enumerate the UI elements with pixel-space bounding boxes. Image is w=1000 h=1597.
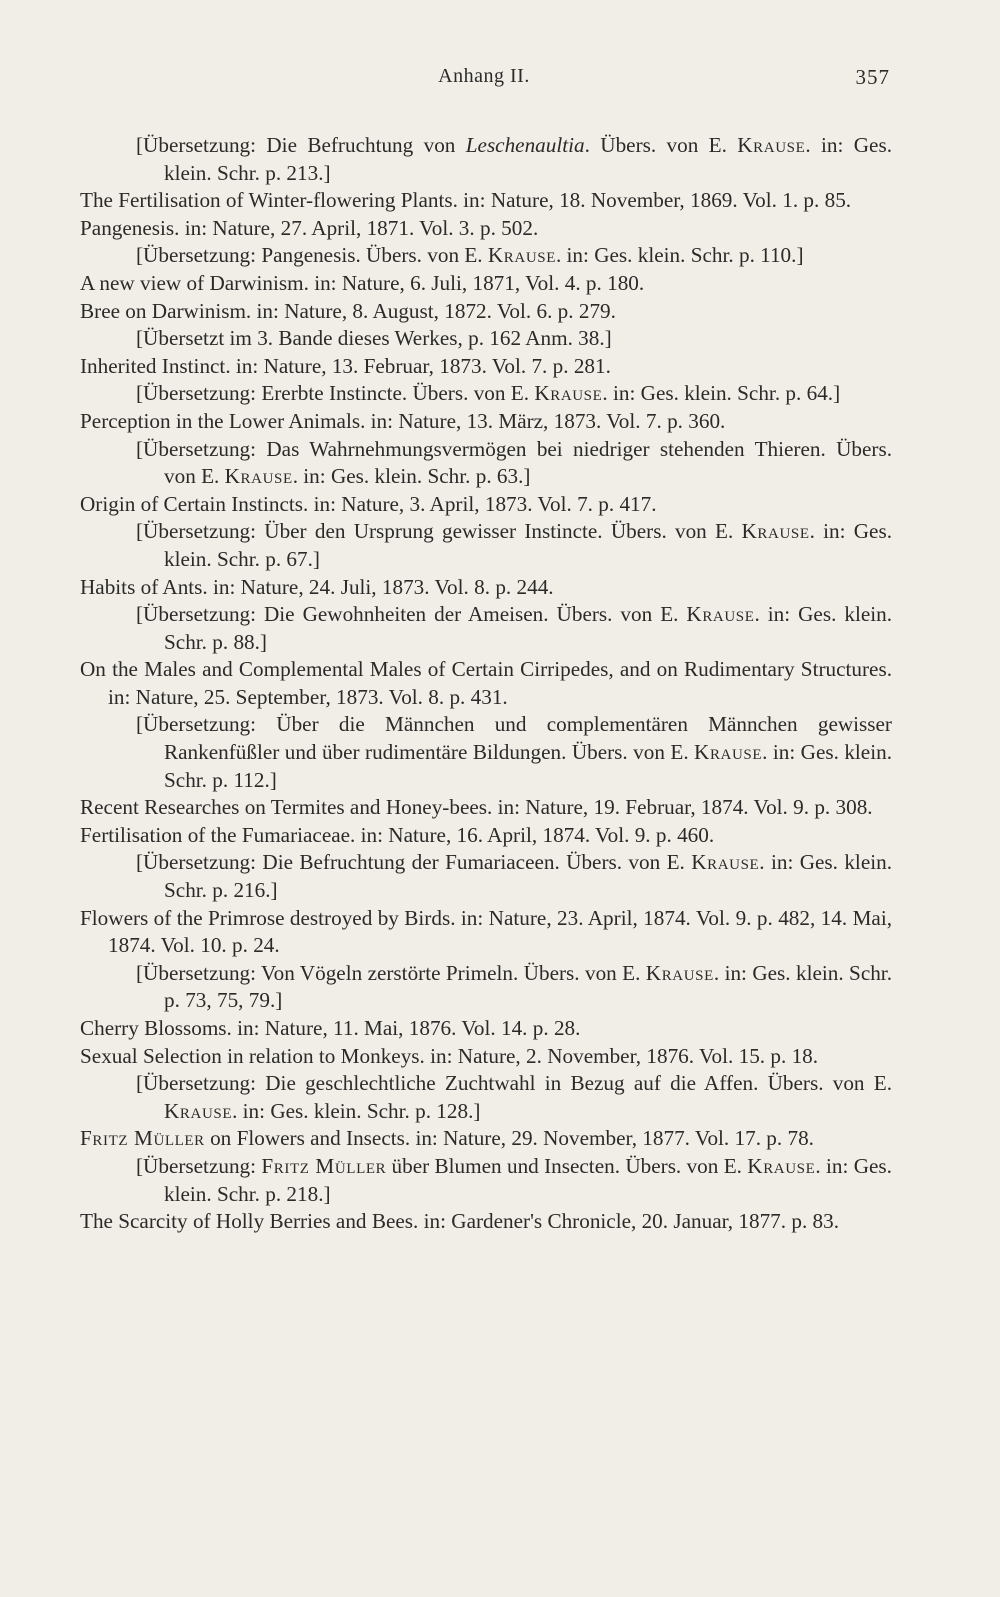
bibliography-entry xyxy=(80,408,892,436)
author-name: Krause xyxy=(741,519,810,544)
translation-note xyxy=(80,436,892,491)
translation-note xyxy=(80,849,892,904)
bibliography-entry xyxy=(80,1043,892,1071)
bibliography-entry xyxy=(80,353,892,381)
entry-text: [Übersetzt im 3. Bande dieses Werkes, p. 162 Anm. 38.] xyxy=(136,326,612,351)
page-header xyxy=(78,62,890,92)
author-name: Krause xyxy=(164,1098,233,1123)
entry-text: . in: Ges. klein. Schr. p. 67.] xyxy=(164,519,892,571)
bibliography-entry xyxy=(80,822,892,850)
entry-text: [Übersetzung: xyxy=(136,1153,262,1178)
bibliography-entry xyxy=(80,215,892,243)
translation-note xyxy=(80,518,892,573)
bibliography-list xyxy=(80,132,892,1236)
entry-text: on Flowers and Insects. in: Nature, 29. November, 1877. Vol. 17. p. 78. xyxy=(204,1126,814,1151)
entry-text: On the Males and Complemental Males of Certain Cirripedes, and on Rudimentary Structures. in: Nature, 25. September, 1873. Vol. 8. p. 431. xyxy=(80,657,892,709)
entry-text: [Übersetzung: Pangenesis. Übers. von E. xyxy=(136,243,488,268)
author-name: Krause xyxy=(691,850,760,875)
bibliography-entry xyxy=(80,491,892,519)
entry-text: Sexual Selection in relation to Monkeys. in: Nature, 2. November, 1876. Vol. 15. p. 18. xyxy=(80,1043,819,1068)
author-name: Krause xyxy=(686,602,755,627)
entry-text: The Fertilisation of Winter-flowering Plants. in: Nature, 18. November, 1869. Vol. 1. p. 85. xyxy=(80,188,852,213)
entry-text: . in: Ges. klein. Schr. p. 218.] xyxy=(164,1153,892,1206)
entry-text: [Übersetzung: Von Vögeln zerstörte Primeln. Übers. von E. xyxy=(136,960,646,985)
genus-name: Leschenaultia xyxy=(465,133,585,157)
entry-text: Cherry Blossoms. in: Nature, 11. Mai, 1876. Vol. 14. p. 28. xyxy=(80,1016,581,1040)
author-name: Krause xyxy=(694,740,763,765)
bibliography-entry xyxy=(80,270,892,298)
entry-text: . in: Ges. klein. Schr. p. 213.] xyxy=(164,133,892,185)
entry-text: . in: Ges. klein. Schr. p. 88.] xyxy=(164,602,893,654)
entry-text: [Übersetzung: Ererbte Instincte. Übers. von E. xyxy=(136,381,535,406)
entry-text: . in: Ges. klein. Schr. p. 73, 75, 79.] xyxy=(164,960,892,1013)
entry-text: Perception in the Lower Animals. in: Nature, 13. März, 1873. Vol. 7. p. 360. xyxy=(80,408,726,433)
page-number: 357 xyxy=(855,65,890,89)
translation-note xyxy=(80,132,892,187)
entry-text: Fertilisation of the Fumariaceae. in: Nature, 16. April, 1874. Vol. 9. p. 460. xyxy=(80,822,715,847)
bibliography-entry xyxy=(80,656,892,711)
entry-text: A new view of Darwinism. in: Nature, 6. Juli, 1871, Vol. 4. p. 180. xyxy=(80,270,645,295)
translation-note xyxy=(80,711,892,794)
entry-text: Bree on Darwinism. in: Nature, 8. August, 1872. Vol. 6. p. 279. xyxy=(80,298,616,323)
translation-note xyxy=(80,1153,892,1208)
translation-note xyxy=(80,601,892,656)
bibliography-entry xyxy=(80,1208,892,1236)
entry-text: Recent Researches on Termites and Honey-bees. in: Nature, 19. Februar, 1874. Vol. 9. p. 308. xyxy=(80,795,873,820)
entry-text: . in: Ges. klein. Schr. p. 110.] xyxy=(555,243,804,268)
entry-text: . in: Ges. klein. Schr. p. 64.] xyxy=(602,381,841,406)
bibliography-entry xyxy=(80,187,892,215)
author-name: Krause xyxy=(534,381,603,406)
entry-text: Flowers of the Primrose destroyed by Birds. in: Nature, 23. April, 1874. Vol. 9. p. 482, 14. Mai, 1874. Vol. 10. p. 24. xyxy=(80,905,892,958)
entry-text: [Übersetzung: Über die Männchen und complementären Männchen gewisser Rankenfüßler und über rudimentäre Bildungen. Übers. von E. xyxy=(136,712,892,765)
entry-text: Inherited Instinct. in: Nature, 13. Februar, 1873. Vol. 7. p. 281. xyxy=(80,353,611,378)
entry-text: The Scarcity of Holly Berries and Bees. in: Gardener's Chronicle, 20. Januar, 1877. p. 83. xyxy=(80,1209,840,1234)
bibliography-entry xyxy=(80,1015,892,1043)
entry-text: . in: Ges. klein. Schr. p. 112.] xyxy=(164,740,892,792)
entry-text: Pangenesis. in: Nature, 27. April, 1871. Vol. 3. p. 502. xyxy=(80,215,539,240)
bibliography-entry xyxy=(80,574,892,602)
entry-text: . in: Ges. klein. Schr. p. 128.] xyxy=(232,1098,481,1123)
entry-text: [Übersetzung: Die geschlechtliche Zuchtwahl in Bezug auf die Affen. Übers. von E. xyxy=(136,1071,892,1096)
entry-text: Origin of Certain Instincts. in: Nature, 3. April, 1873. Vol. 7. p. 417. xyxy=(80,491,657,516)
author-name: Fritz Müller xyxy=(261,1153,387,1178)
entry-text: über Blumen und Insecten. Übers. von E. xyxy=(386,1153,748,1178)
entry-text: [Übersetzung: Die Befruchtung der Fumariaceen. Übers. von E. xyxy=(136,850,692,875)
author-name: Krause xyxy=(645,960,714,985)
running-head: Anhang II. xyxy=(438,65,530,87)
author-name: Krause xyxy=(487,243,556,268)
bibliography-entry xyxy=(80,794,892,822)
translation-note xyxy=(80,242,892,270)
entry-text: [Übersetzung: Das Wahrnehmungsvermögen bei niedriger stehenden Thieren. Übers. von E. xyxy=(136,436,892,489)
entry-text: . in: Ges. klein. Schr. p. 63.] xyxy=(292,464,531,489)
author-name: Krause xyxy=(224,464,293,489)
translation-note xyxy=(80,325,892,353)
author-name: Fritz Müller xyxy=(80,1126,205,1151)
entry-text: [Übersetzung: Die Befruchtung von xyxy=(136,133,466,157)
translation-note xyxy=(80,380,892,408)
translation-note xyxy=(80,1070,892,1125)
entry-text: . in: Ges. klein. Schr. p. 216.] xyxy=(164,850,892,903)
bibliography-entry xyxy=(80,1125,892,1153)
entry-text: Habits of Ants. in: Nature, 24. Juli, 1873. Vol. 8. p. 244. xyxy=(80,574,554,599)
bibliography-entry xyxy=(80,905,892,960)
author-name: Krause xyxy=(747,1153,816,1178)
entry-text: . Übers. von E. xyxy=(584,133,738,157)
translation-note xyxy=(80,960,892,1015)
entry-text: [Übersetzung: Die Gewohnheiten der Ameisen. Übers. von E. xyxy=(136,602,687,627)
bibliography-entry xyxy=(80,298,892,326)
entry-text: [Übersetzung: Über den Ursprung gewisser Instincte. Übers. von E. xyxy=(136,519,742,544)
author-name: Krause xyxy=(737,133,806,157)
